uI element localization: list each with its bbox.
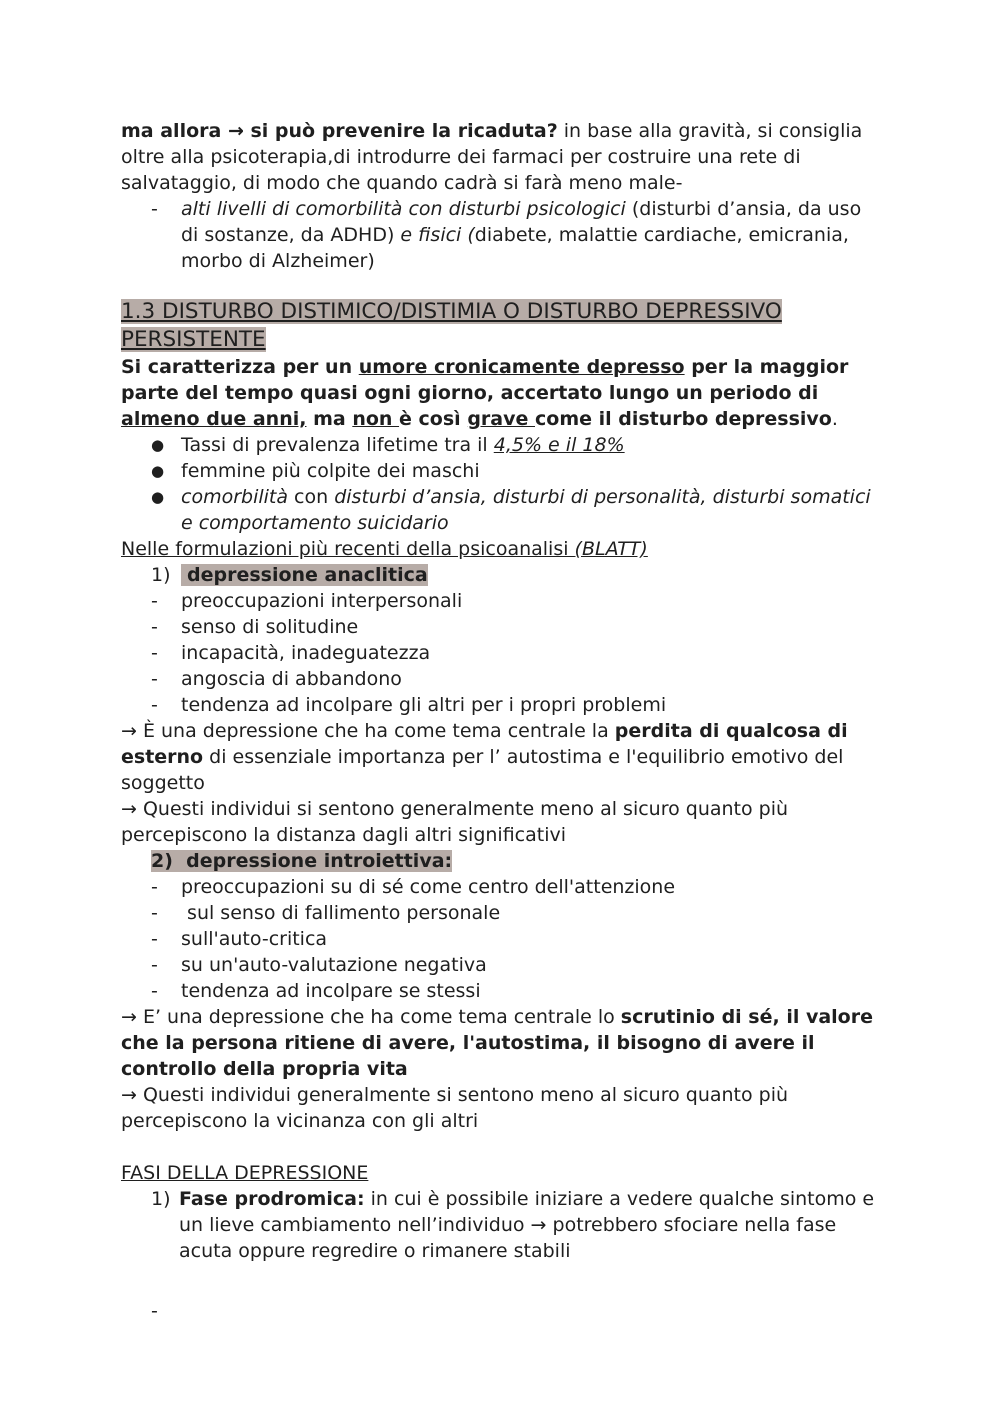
anaclitic-note-1	[121, 718, 881, 796]
section-title-text: 1.3 DISTURBO DISTIMICO/DISTIMIA O DISTURBO DEPRESSIVO PERSISTENTE	[121, 299, 782, 352]
list-item	[121, 614, 881, 640]
bullet-item	[121, 484, 881, 536]
bullet-marker: ●	[151, 436, 165, 454]
list-item-text: su un'auto-valutazione negativa	[181, 954, 487, 976]
number-marker: 2)	[151, 850, 173, 872]
number-marker: 1)	[151, 564, 171, 586]
dash-marker: -	[151, 198, 158, 220]
psychoanalysis-heading-text: Nelle formulazioni più recenti della psicoanalisi	[121, 538, 575, 560]
prevalence-text: Tassi di prevalenza lifetime tra il	[181, 434, 494, 456]
dash-marker: -	[151, 642, 158, 664]
list-item-text: preoccupazioni interpersonali	[181, 590, 463, 612]
desc-period: .	[831, 408, 838, 430]
dash-marker: -	[151, 928, 158, 950]
dash-marker: -	[151, 668, 158, 690]
introjective-heading	[121, 848, 881, 874]
comorbidity-connector: con	[288, 486, 335, 508]
list-item-text: tendenza ad incolpare se stessi	[181, 980, 481, 1002]
dash-marker: -	[151, 616, 158, 638]
comorbidity-text	[181, 196, 881, 274]
bullet-marker: ●	[151, 488, 165, 506]
bullet-item	[121, 458, 881, 484]
comorbidity-label: comorbilità	[181, 486, 289, 508]
anaclitic-note-1-text: → È una depressione che ha come tema centrale la	[121, 720, 615, 742]
comorbidity-text-2: diabete, malattie cardiache, emicrania, morbo di Alzheimer)	[181, 224, 849, 272]
comorbidity-italic-2: e fisici (	[400, 224, 475, 246]
anaclitic-note-2: → Questi individui si sentono generalmente meno al sicuro quanto più percepiscono la distanza dagli altri significativi	[121, 798, 789, 846]
introjective-note-2: → Questi individui generalmente si sentono meno al sicuro quanto più percepiscono la vicinanza con gli altri	[121, 1084, 789, 1132]
desc-underline-3: non	[352, 408, 400, 430]
list-item-text: sul senso di fallimento personale	[181, 902, 501, 924]
desc-underline-2: almeno due anni,	[121, 408, 307, 430]
intro-question: ma allora → si può prevenire la ricaduta?	[121, 120, 558, 142]
list-item	[121, 978, 881, 1004]
list-item	[121, 692, 881, 718]
indent-spacer	[121, 848, 151, 874]
list-item-text: senso di solitudine	[181, 616, 359, 638]
phase-description: in cui è possibile iniziare a vedere qualche sintomo e un lieve cambiamento nell’individuo → potrebbero sfociare nella fase acuta oppure regredire o rimanere stabili	[179, 1188, 875, 1262]
list-item-text: sull'auto-critica	[181, 928, 328, 950]
dash-marker: -	[151, 902, 158, 924]
intro-text: in base alla gravità, si consiglia oltre alla psicoterapia,di introdurre dei farmaci per costruire una rete di salvataggio, di modo che quando cadrà si farà meno male-	[121, 120, 863, 194]
list-item	[121, 952, 881, 978]
list-item-text: incapacità, inadeguatezza	[181, 642, 431, 664]
desc-part-1: Si caratterizza per un	[121, 356, 359, 378]
introjective-note-1-bold: scrutinio di sé, il valore che la persona ritiene di avere, l'autostima, il bisogno di avere il controllo della propria vita	[121, 1006, 873, 1080]
introjective-title-highlight	[151, 850, 452, 872]
bullet-text	[181, 432, 881, 458]
introjective-note-1	[121, 1004, 881, 1082]
dash-marker: -	[151, 980, 158, 1002]
number-marker: 1)	[151, 1188, 171, 1210]
prevalence-value: 4,5% e il 18%	[493, 434, 625, 456]
section-title	[121, 298, 881, 354]
bullet-text	[181, 484, 881, 536]
comorbidity-item	[121, 196, 881, 274]
phase-text	[179, 1186, 881, 1264]
desc-part-4: è così	[399, 408, 468, 430]
list-item	[121, 900, 881, 926]
comorbidity-italic-1: alti livelli di comorbilità con disturbi psicologici	[181, 198, 626, 220]
phase-title: Fase prodromica:	[179, 1188, 365, 1210]
dash-marker: -	[151, 694, 158, 716]
list-item-text: angoscia di abbandono	[181, 668, 402, 690]
psychoanalysis-heading	[121, 536, 881, 562]
list-item	[121, 926, 881, 952]
dash-marker: -	[151, 954, 158, 976]
comorbidity-text-1: (disturbi d’ansia, da uso di sostanze, da ADHD)	[181, 198, 862, 246]
anaclitic-note-1-bold: perdita di qualcosa di esterno	[121, 720, 848, 768]
desc-part-2: per la maggior parte del tempo quasi ogni giorno, accertato lungo un periodo di	[121, 356, 849, 404]
list-item-text: tendenza ad incolpare gli altri per i propri problemi	[181, 694, 667, 716]
list-item	[121, 874, 881, 900]
list-item	[121, 666, 881, 692]
bullet-marker: ●	[151, 462, 165, 480]
bullet-item	[121, 432, 881, 458]
dash-marker: -	[151, 876, 158, 898]
trailing-dash: -	[151, 1300, 158, 1322]
phases-heading: FASI DELLA DEPRESSIONE	[121, 1162, 369, 1184]
intro-paragraph	[121, 118, 881, 196]
page-content	[121, 118, 881, 1264]
list-item-text: preoccupazioni su di sé come centro dell'attenzione	[181, 876, 676, 898]
anaclitic-heading	[121, 562, 881, 588]
desc-underline-4: grave	[467, 408, 535, 430]
phase-item	[121, 1186, 881, 1264]
dash-marker: -	[151, 590, 158, 612]
list-item	[121, 588, 881, 614]
bullet-text: femmine più colpite dei maschi	[181, 460, 480, 482]
psychoanalysis-heading-author: (BLATT)	[574, 538, 648, 560]
desc-part-5: come il disturbo depressivo	[535, 408, 832, 430]
list-item	[121, 640, 881, 666]
anaclitic-title-text: depressione anaclitica	[181, 564, 428, 586]
introjective-title-text: depressione introiettiva:	[186, 850, 453, 872]
desc-underline-1: umore cronicamente depresso	[358, 356, 685, 378]
introjective-note-1-text: → E’ una depressione che ha come tema centrale lo	[121, 1006, 621, 1028]
comorbidity-list: disturbi d’ansia, disturbi di personalità, disturbi somatici e comportamento suicidario	[181, 486, 871, 534]
desc-part-3: ma	[306, 408, 353, 430]
anaclitic-title	[181, 562, 881, 588]
anaclitic-note-1-rest: di essenziale importanza per l’ autostima e l'equilibrio emotivo del soggetto	[121, 746, 844, 794]
introjective-title	[151, 848, 881, 874]
section-description	[121, 354, 881, 432]
